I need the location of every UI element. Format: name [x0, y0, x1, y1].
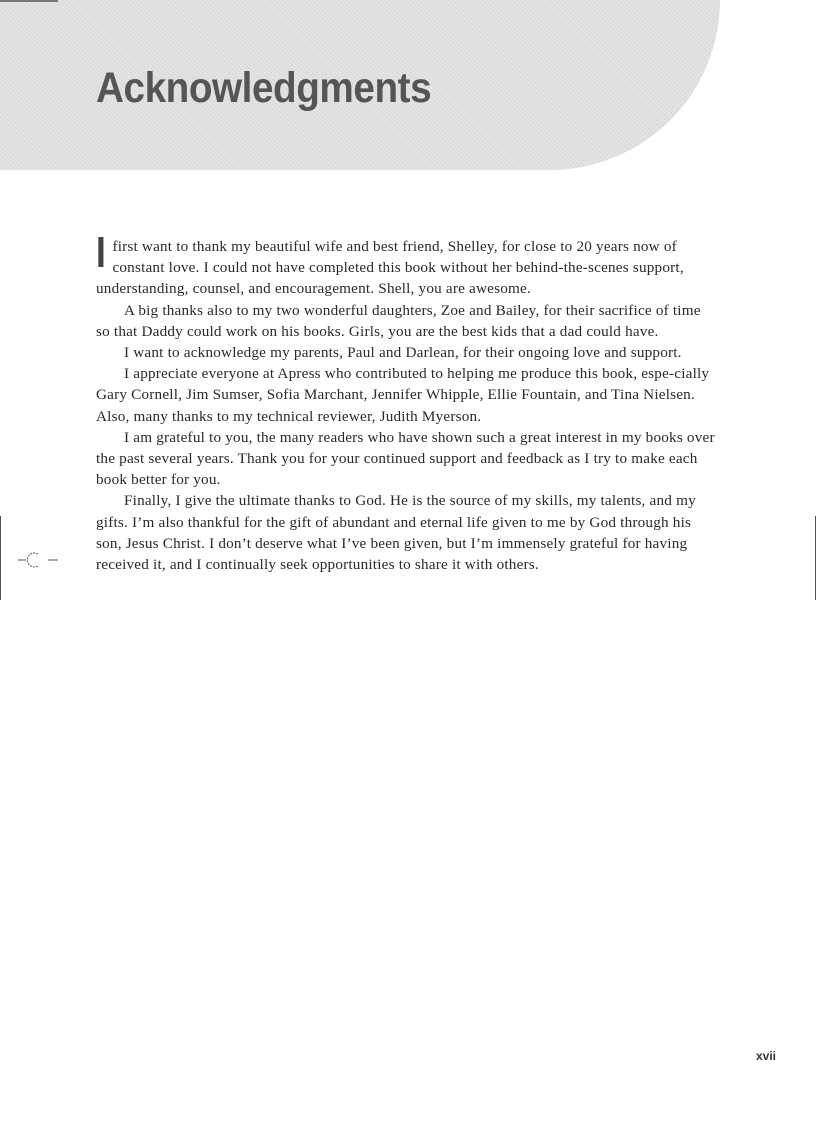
- drop-cap: I: [96, 237, 106, 270]
- paragraph-6: Finally, I give the ultimate thanks to God. He is the source of my skills, my talents, and my gifts. I’m also thankful for the gift of abundant and eternal life given to me by God through his son, Jesus Christ. I don’t deserve what I’ve been given, but I’m immensely grateful for having received it, and I continually seek opportunities to share it with others.: [96, 492, 696, 574]
- paragraph-3: I want to acknowledge my parents, Paul and Darlean, for their ongoing love and support.: [124, 344, 682, 362]
- paragraph-1: [96, 236, 716, 300]
- registration-mark-icon: [18, 550, 62, 570]
- top-rule: [0, 0, 58, 2]
- chapter-title: Acknowledgments: [96, 64, 432, 112]
- acknowledgments-body: [96, 236, 716, 575]
- paragraph-1-text: first want to thank my beautiful wife and best friend, Shelley, for close to 20 years now of constant love. I could not have completed this book without her behind-the-scenes support, understanding, counsel, and encouragement. Shell, you are awesome.: [96, 238, 684, 298]
- left-page-edge: [0, 516, 1, 600]
- paragraph-2: A big thanks also to my two wonderful daughters, Zoe and Bailey, for their sacrifice of time so that Daddy could work on his books. Girls, you are the best kids that a dad could have.: [96, 301, 701, 340]
- paragraph-5: I am grateful to you, the many readers who have shown such a great interest in my books over the past several years. Thank you for your continued support and feedback as I try to make each book better for you.: [96, 428, 715, 489]
- paragraph-4: I appreciate everyone at Apress who contributed to helping me produce this book, espe-cially Gary Cornell, Jim Sumser, Sofia Marchant, Jennifer Whipple, Ellie Fountain, and Tina Nielsen. Also, many thanks to my technical reviewer, Judith Myerson.: [96, 365, 710, 425]
- page-number: xvii: [755, 1049, 776, 1063]
